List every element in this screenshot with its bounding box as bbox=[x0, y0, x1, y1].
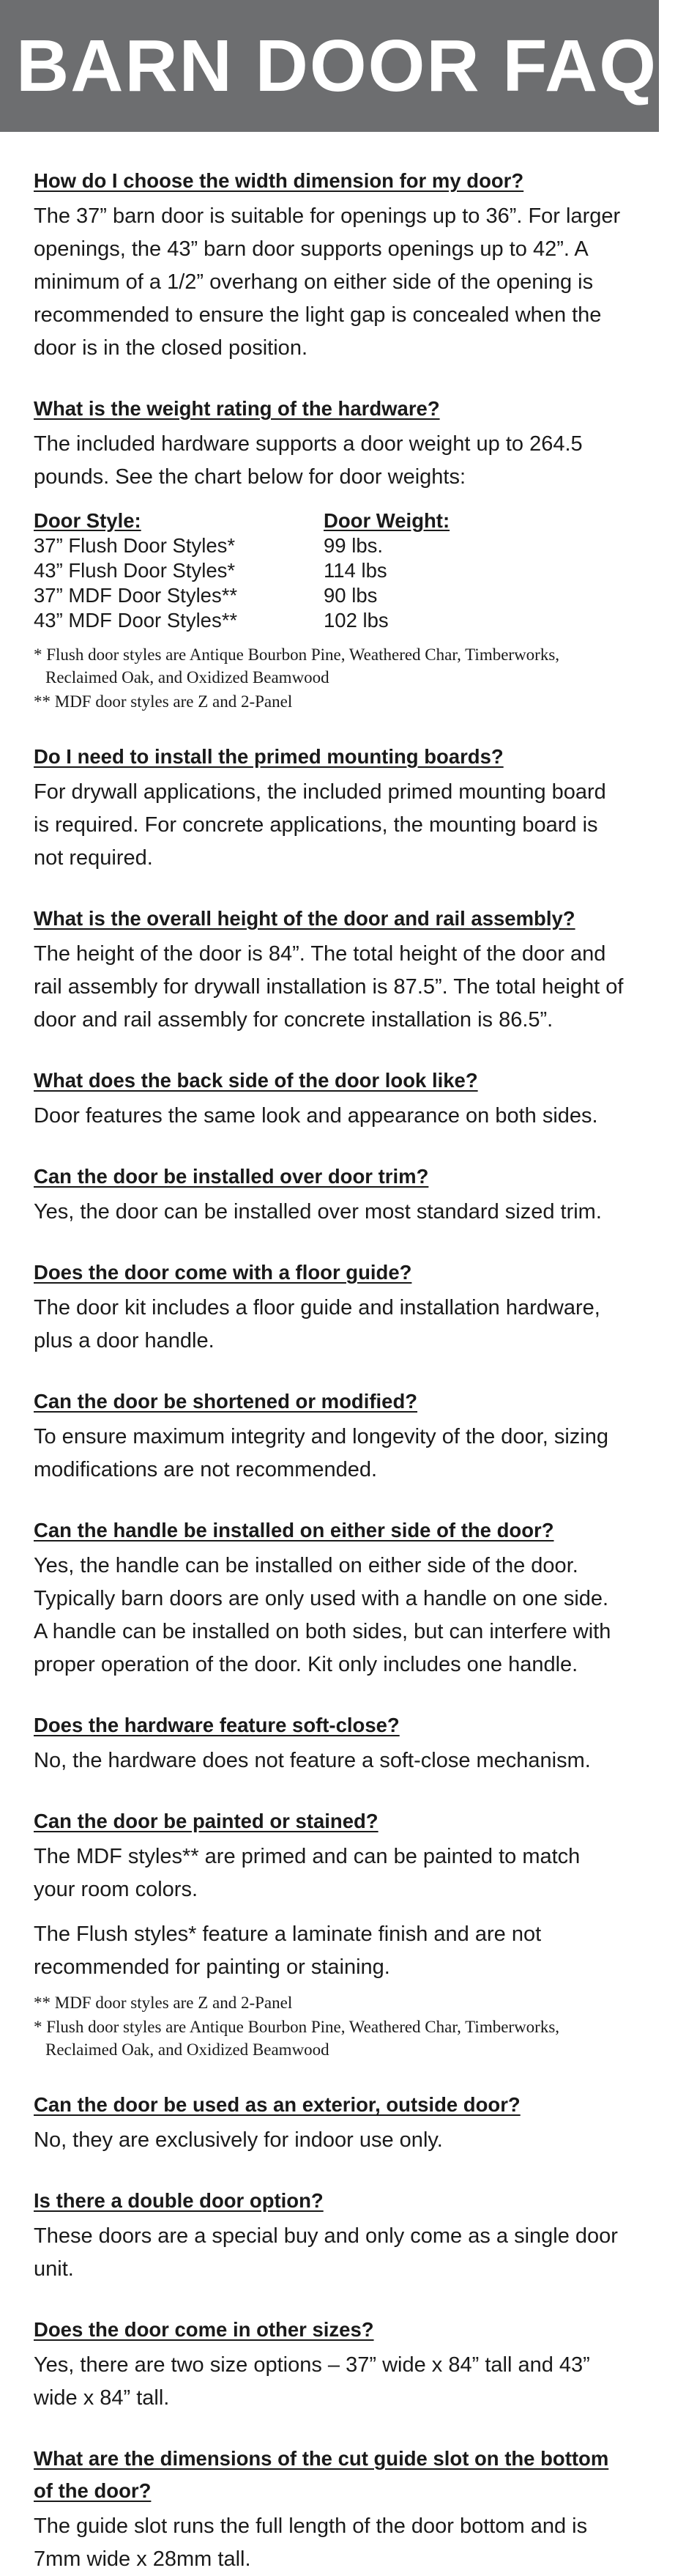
door-weight-table bbox=[34, 508, 625, 633]
faq-item-door-trim bbox=[34, 1161, 625, 1229]
faq-answer: For drywall applications, the included primed mounting board is required. For concrete applications, the mounting board is not required. bbox=[34, 780, 606, 870]
faq-item-back-side bbox=[34, 1065, 625, 1133]
faq-item-modified bbox=[34, 1385, 625, 1487]
faq-answer: The guide slot runs the full length of the door bottom and is 7mm wide x 28mm tall. bbox=[34, 2514, 588, 2571]
faq-answer: The door kit includes a floor guide and installation hardware, plus a door handle. bbox=[34, 1296, 600, 1352]
table-cell-style: 43” Flush Door Styles* bbox=[34, 559, 236, 582]
faq-answer: No, the hardware does not feature a soft-close mechanism. bbox=[34, 1749, 591, 1772]
col-header-door-style: Door Style: bbox=[34, 509, 141, 532]
faq-answer: Door features the same look and appearance on both sides. bbox=[34, 1104, 598, 1128]
footnote-flush: * Flush door styles are Antique Bourbon Pine, Weathered Char, Timberworks, Reclaimed Oak, and Oxidized Beamwood bbox=[34, 645, 560, 686]
table-cell-weight: 99 lbs. bbox=[324, 534, 384, 557]
faq-answer: These doors are a special buy and only come as a single door unit. bbox=[34, 2224, 618, 2281]
table-cell-weight: 90 lbs bbox=[324, 584, 378, 607]
faq-answer: The included hardware supports a door weight up to 264.5 pounds. See the chart below for door weights: bbox=[34, 432, 583, 489]
faq-answer: The 37” barn door is suitable for openings up to 36”. For larger openings, the 43” barn door supports openings up to 42”. A minimum of a 1/2” overhang on either side of the opening is recommended to ensure the light gap is concealed when the door is in the closed position. bbox=[34, 204, 621, 360]
faq-question: Can the handle be installed on either side of the door? bbox=[34, 1519, 554, 1541]
faq-answer: The height of the door is 84”. The total height of the door and rail assembly for drywall installation is 87.5”. The total height of door and rail assembly for concrete installation is 86.5”. bbox=[34, 942, 624, 1032]
faq-item-weight bbox=[34, 393, 625, 713]
faq-item-mounting-boards bbox=[34, 741, 625, 875]
faq-item-double-door bbox=[34, 2185, 625, 2286]
faq-question: What is the overall height of the door and rail assembly? bbox=[34, 907, 575, 930]
faq-item-painted bbox=[34, 1805, 625, 2061]
table-cell-weight: 114 lbs bbox=[324, 559, 387, 582]
title-main: BARN DOOR FAQ bbox=[16, 25, 657, 107]
footnote-flush: * Flush door styles are Antique Bourbon Pine, Weathered Char, Timberworks, Reclaimed Oak, and Oxidized Beamwood bbox=[34, 2018, 560, 2059]
header-banner bbox=[0, 0, 686, 132]
title-suffix: s bbox=[660, 51, 686, 100]
faq-question: Can the door be installed over door trim? bbox=[34, 1165, 429, 1188]
faq-question: Can the door be shortened or modified? bbox=[34, 1390, 418, 1413]
table-cell-style: 37” Flush Door Styles* bbox=[34, 534, 236, 557]
faq-question: Does the hardware feature soft-close? bbox=[34, 1714, 400, 1736]
faq-answer: Yes, there are two size options – 37” wide x 84” tall and 43” wide x 84” tall. bbox=[34, 2353, 590, 2410]
faq-question: What is the weight rating of the hardware? bbox=[34, 397, 440, 420]
faq-answer: No, they are exclusively for indoor use only. bbox=[34, 2128, 443, 2152]
faq-item-width bbox=[34, 165, 625, 365]
faq-answer-secondary: The Flush styles* feature a laminate finish and are not recommended for painting or staining. bbox=[34, 1922, 542, 1979]
page-title bbox=[16, 25, 686, 107]
faq-item-floor-guide bbox=[34, 1256, 625, 1358]
faq-answer: Yes, the door can be installed over most standard sized trim. bbox=[34, 1200, 602, 1224]
faq-item-sizes bbox=[34, 2314, 625, 2415]
table-cell-style: 43” MDF Door Styles** bbox=[34, 609, 238, 632]
faq-question: Does the door come with a floor guide? bbox=[34, 1261, 412, 1284]
faq-item-soft-close bbox=[34, 1709, 625, 1777]
footnote-mdf: ** MDF door styles are Z and 2-Panel bbox=[34, 1994, 293, 2012]
faq-item-guide-slot bbox=[34, 2443, 625, 2576]
table-cell-style: 37” MDF Door Styles** bbox=[34, 584, 238, 607]
table-cell-weight: 102 lbs bbox=[324, 609, 389, 632]
faq-question: Do I need to install the primed mounting boards? bbox=[34, 745, 504, 768]
faq-question: Can the door be painted or stained? bbox=[34, 1810, 379, 1832]
footnotes bbox=[34, 1991, 625, 2061]
faq-question: What are the dimensions of the cut guide slot on the bottom of the door? bbox=[34, 2447, 609, 2502]
faq-answer: Yes, the handle can be installed on either side of the door. Typically barn doors are only used with a handle on one side. A handle can be installed on both sides, but can interfere with proper operation of the door. Kit only includes one handle. bbox=[34, 1554, 611, 1676]
faq-question: Can the door be used as an exterior, outside door? bbox=[34, 2093, 521, 2116]
col-header-door-weight: Door Weight: bbox=[324, 509, 450, 532]
faq-item-handle bbox=[34, 1514, 625, 1681]
faq-question: How do I choose the width dimension for my door? bbox=[34, 169, 524, 192]
faq-question: What does the back side of the door look like? bbox=[34, 1069, 478, 1092]
faq-item-height bbox=[34, 903, 625, 1037]
faq-question: Is there a double door option? bbox=[34, 2189, 324, 2212]
faq-question: Does the door come in other sizes? bbox=[34, 2318, 374, 2341]
faq-list bbox=[0, 132, 659, 2576]
faq-answer: The MDF styles** are primed and can be painted to match your room colors. bbox=[34, 1845, 581, 1901]
faq-item-exterior bbox=[34, 2089, 625, 2157]
footnote-mdf: ** MDF door styles are Z and 2-Panel bbox=[34, 692, 293, 711]
faq-answer: To ensure maximum integrity and longevity of the door, sizing modifications are not recommended. bbox=[34, 1425, 609, 1481]
